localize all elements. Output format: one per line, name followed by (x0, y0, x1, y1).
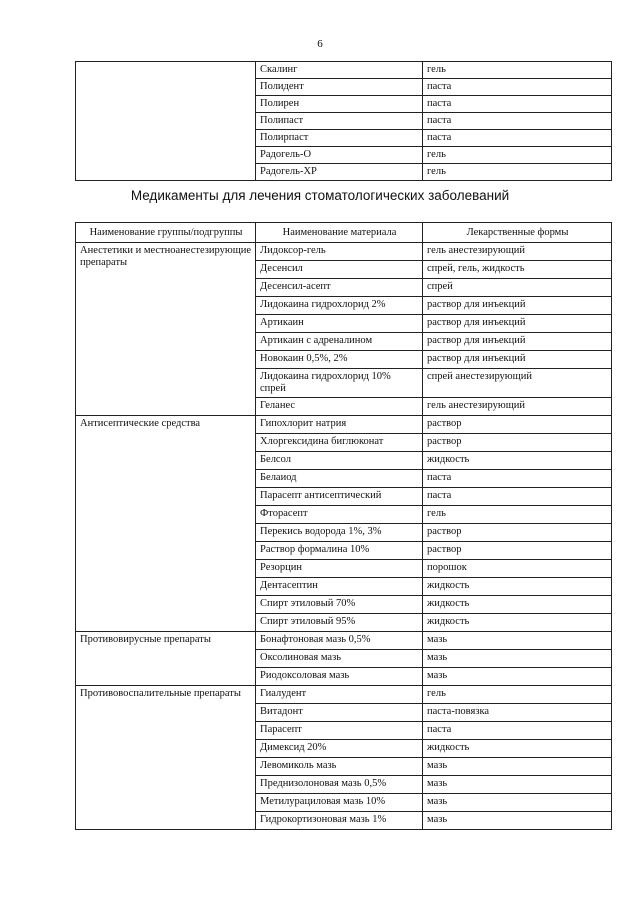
material-cell: Артикаин (256, 315, 423, 333)
form-cell: мазь (423, 650, 612, 668)
material-cell: Парасепт (256, 722, 423, 740)
form-cell: мазь (423, 758, 612, 776)
material-cell: Геланес (256, 398, 423, 416)
material-cell: Хлоргексидина биглюконат (256, 434, 423, 452)
form-cell: порошок (423, 560, 612, 578)
form-cell: жидкость (423, 614, 612, 632)
form-cell: паста (423, 722, 612, 740)
page-number: 6 (317, 38, 323, 50)
form-cell: раствор для инъекций (423, 333, 612, 351)
material-cell: Гипохлорит натрия (256, 416, 423, 434)
material-cell: Фторасепт (256, 506, 423, 524)
form-cell: гель анестезирующий (423, 243, 612, 261)
material-cell: Риодоксоловая мазь (256, 668, 423, 686)
form-cell: раствор для инъекций (423, 297, 612, 315)
form-cell: паста (423, 96, 612, 113)
material-cell: Дентасептин (256, 578, 423, 596)
material-cell: Десенсил (256, 261, 423, 279)
form-cell: гель (423, 147, 612, 164)
material-cell: Десенсил-асепт (256, 279, 423, 297)
material-cell: Спирт этиловый 95% (256, 614, 423, 632)
form-cell: гель (423, 506, 612, 524)
form-cell: жидкость (423, 596, 612, 614)
group-cell-empty (76, 62, 256, 181)
table-header-row (76, 223, 612, 243)
form-cell: раствор для инъекций (423, 351, 612, 369)
material-cell: Белсол (256, 452, 423, 470)
continued-materials-table (75, 61, 612, 181)
material-cell: Оксолиновая мазь (256, 650, 423, 668)
material-cell: Белаиод (256, 470, 423, 488)
material-cell: Димексид 20% (256, 740, 423, 758)
material-cell: Полирпаст (256, 130, 423, 147)
material-cell: Резорцин (256, 560, 423, 578)
material-cell: Полидент (256, 79, 423, 96)
header-form: Лекарственные формы (423, 223, 612, 243)
material-cell: Лидокаина гидрохлорид 10% спрей (256, 369, 423, 398)
form-cell: паста (423, 130, 612, 147)
form-cell: гель (423, 164, 612, 181)
table-row (76, 632, 612, 650)
form-cell: мазь (423, 776, 612, 794)
header-material: Наименование материала (256, 223, 423, 243)
form-cell: паста (423, 470, 612, 488)
group-name-cell: Антисептические средства (76, 416, 256, 632)
material-cell: Преднизолоновая мазь 0,5% (256, 776, 423, 794)
table-row (76, 686, 612, 704)
material-cell: Полипаст (256, 113, 423, 130)
material-cell: Парасепт антисептический (256, 488, 423, 506)
form-cell: паста (423, 488, 612, 506)
material-cell: Метилурациловая мазь 10% (256, 794, 423, 812)
form-cell: спрей анестезирующий (423, 369, 612, 398)
form-cell: паста-повязка (423, 704, 612, 722)
material-cell: Раствор формалина 10% (256, 542, 423, 560)
group-name-cell: Противовоспалительные препараты (76, 686, 256, 830)
form-cell: мазь (423, 632, 612, 650)
form-cell: раствор (423, 542, 612, 560)
material-cell: Радогель-О (256, 147, 423, 164)
table-row (76, 243, 612, 261)
material-cell: Артикаин с адреналином (256, 333, 423, 351)
form-cell: спрей, гель, жидкость (423, 261, 612, 279)
form-cell: паста (423, 113, 612, 130)
medicaments-table (75, 222, 612, 830)
form-cell: жидкость (423, 452, 612, 470)
form-cell: спрей (423, 279, 612, 297)
form-cell: мазь (423, 794, 612, 812)
header-group: Наименование группы/подгруппы (76, 223, 256, 243)
form-cell: гель (423, 62, 612, 79)
form-cell: раствор (423, 416, 612, 434)
material-cell: Радогель-ХР (256, 164, 423, 181)
form-cell: жидкость (423, 578, 612, 596)
form-cell: раствор (423, 524, 612, 542)
section-title: Медикаменты для лечения стоматологических заболеваний (130, 188, 510, 203)
material-cell: Левомиколь мазь (256, 758, 423, 776)
form-cell: паста (423, 79, 612, 96)
form-cell: раствор (423, 434, 612, 452)
form-cell: раствор для инъекций (423, 315, 612, 333)
material-cell: Лидоксор-гель (256, 243, 423, 261)
material-cell: Перекись водорода 1%, 3% (256, 524, 423, 542)
group-name-cell: Противовирусные препараты (76, 632, 256, 686)
material-cell: Гидрокортизоновая мазь 1% (256, 812, 423, 830)
form-cell: жидкость (423, 740, 612, 758)
form-cell: гель анестезирующий (423, 398, 612, 416)
table-row (76, 416, 612, 434)
material-cell: Бонафтоновая мазь 0,5% (256, 632, 423, 650)
group-name-cell: Анестетики и местноанестезирующие препараты (76, 243, 256, 416)
material-cell: Скалинг (256, 62, 423, 79)
form-cell: мазь (423, 812, 612, 830)
material-cell: Лидокаина гидрохлорид 2% (256, 297, 423, 315)
material-cell: Новокаин 0,5%, 2% (256, 351, 423, 369)
form-cell: мазь (423, 668, 612, 686)
material-cell: Витадонт (256, 704, 423, 722)
material-cell: Гиалудент (256, 686, 423, 704)
material-cell: Спирт этиловый 70% (256, 596, 423, 614)
form-cell: гель (423, 686, 612, 704)
material-cell: Полирен (256, 96, 423, 113)
table-row (76, 62, 612, 79)
